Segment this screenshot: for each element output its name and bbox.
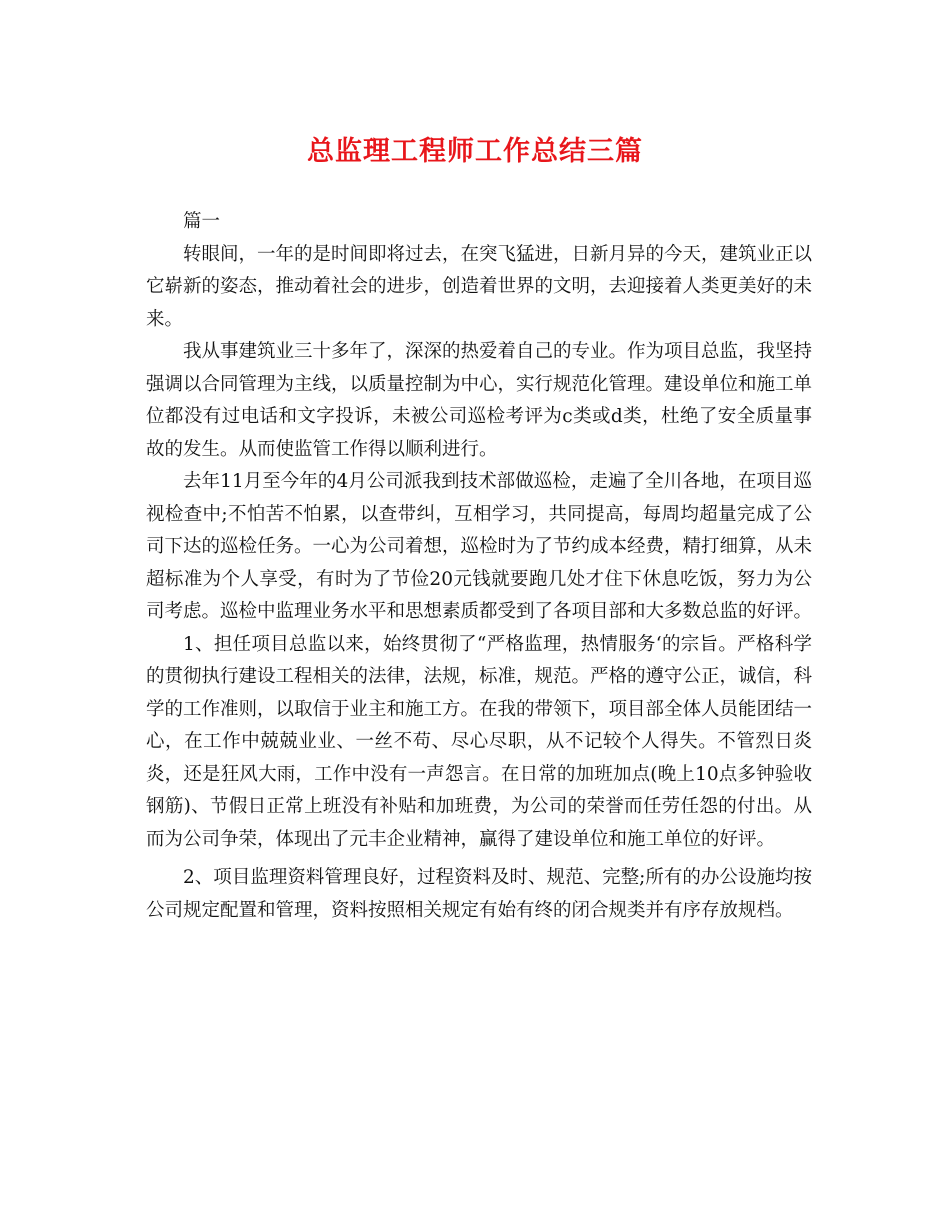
document-title: 总监理工程师工作总结三篇 — [307, 136, 643, 167]
document-body — [146, 206, 812, 927]
body-paragraph: 我从事建筑业三十多年了，深深的热爱着自己的专业。作为项目总监，我坚持强调以合同管理为主线，以质量控制为中心，实行规范化管理。建设单位和施工单位都没有过电话和文字投诉，未被公司巡检考评为c类或d类，杜绝了安全质量事故的发生。从而使监管工作得以顺利进行。 — [146, 341, 813, 460]
body-paragraph: 去年11月至今年的4月公司派我到技术部做巡检，走遍了全川各地，在项目巡视检查中;不怕苦不怕累，以查带纠，互相学习，共同提高，每周均超量完成了公司下达的巡检任务。一心为公司着想，巡检时为了节约成本经费，精打细算，从未超标准为个人享受，有时为了节俭20元钱就要跑几处才住下休息吃饭，努力为公司考虑。巡检中监理业务水平和思想素质都受到了各项目部和大多数总监的好评。 — [146, 471, 813, 622]
body-paragraph: 转眼间，一年的是时间即将过去，在突飞猛进，日新月异的今天，建筑业正以它崭新的姿态，推动着社会的进步，创造着世界的文明，去迎接着人类更美好的未来。 — [146, 243, 813, 330]
section-heading: 篇一 — [183, 211, 221, 232]
body-paragraph: 2、项目监理资料管理良好，过程资料及时、规范、完整;所有的办公设施均按公司规定配置和管理，资料按照相关规定有始有终的闭合规类并有序存放规档。 — [146, 867, 812, 921]
body-paragraph: 1、担任项目总监以来，始终贯彻了“严格监理，热情服务‘的宗旨。严格科学的贯彻执行建设工程相关的法律，法规，标准，规范。严格的遵守公正，诚信，科学的工作准则，以取信于业主和施工方。在我的带领下，项目部全体人员能团结一心，在工作中兢兢业业、一丝不苟、尽心尽职，从不记较个人得失。不管烈日炎炎，还是狂风大雨，工作中没有一声怨言。在日常的加班加点(晚上10点多钟验收钢筋)、节假日正常上班没有补贴和加班费，为公司的荣誉而任劳任怨的付出。从而为公司争荣，体现出了元丰企业精神，赢得了建设单位和施工单位的好评。 — [146, 633, 813, 850]
